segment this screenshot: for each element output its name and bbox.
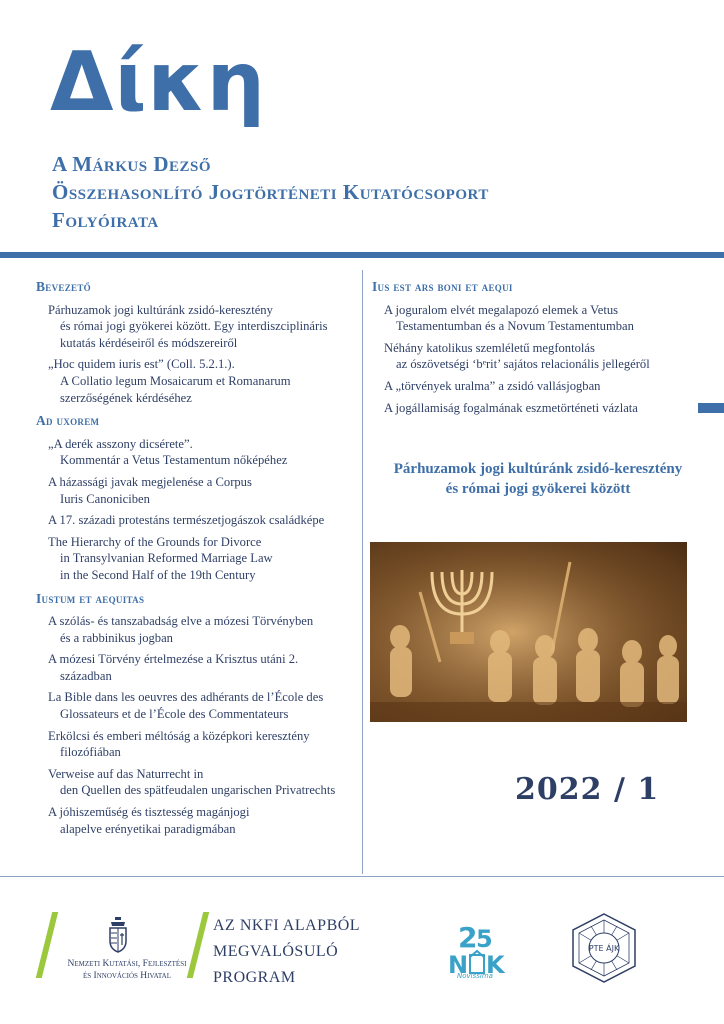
svg-text:K: K <box>486 951 505 979</box>
article-entry <box>384 340 702 373</box>
article-entry <box>48 474 354 507</box>
article-title-line: A „törvények uralma” a zsidó vallásjogban <box>384 378 601 393</box>
issue-number: 2022 / 1 <box>515 772 660 807</box>
article-title-line: és a rabbinikus jogban <box>60 630 173 645</box>
feature-title <box>368 459 708 499</box>
program-line: PROGRAM <box>213 969 296 986</box>
article-entry <box>48 512 354 529</box>
article-title-line: A joguralom elvét megalapozó elemek a Vetus <box>384 302 619 317</box>
article-title-line: században <box>60 668 112 683</box>
article-title-line: in the Second Half of the 19th Century <box>60 567 256 582</box>
program-line: MEGVALÓSULÓ <box>213 943 339 960</box>
contents-section <box>36 413 354 583</box>
article-title-line: Erkölcsi és emberi méltóság a középkori keresztény <box>48 728 310 743</box>
article-entry <box>48 689 354 722</box>
article-title-line: és római jogi gyökerei között. Egy interdiszciplináris <box>60 319 328 334</box>
article-title-line: kutatás kérdéseiről és módszereiről <box>60 335 238 350</box>
article-title-line: „Hoc quidem iuris est” (Coll. 5.2.1.). <box>48 357 235 372</box>
article-title-line: Kommentár a Vetus Testamentum nőképéhez <box>60 453 288 468</box>
article-title-line: in Transylvanian Reformed Marriage Law <box>60 551 273 566</box>
article-title-line: Verweise auf das Naturrecht in <box>48 766 204 781</box>
nkfi-agency-name <box>60 958 194 982</box>
program-statement <box>213 913 360 991</box>
section-title: Bevezető <box>36 279 91 294</box>
journal-subtitle <box>52 150 489 234</box>
article-title-line: Néhány katolikus szemléletű megfontolás <box>384 340 595 355</box>
cover-relief-image <box>370 542 687 722</box>
article-title-line: Párhuzamok jogi kultúránk zsidó-keresztény <box>48 302 273 317</box>
article-title-line: den Quellen des spätfeudalen ungarischen Privatrechts <box>60 783 336 798</box>
article-title-line: A házassági javak megjelenése a Corpus <box>48 474 252 489</box>
nok-subtitle: Novissima <box>457 972 493 980</box>
article-entry <box>48 436 354 469</box>
article-entry <box>48 766 354 799</box>
svg-text:5: 5 <box>476 925 493 953</box>
article-title-line: Iuris Canoniciben <box>60 491 150 506</box>
article-entry <box>48 534 354 584</box>
column-divider <box>362 270 363 874</box>
section-title: Ad uxorem <box>36 413 100 429</box>
article-title-line: A Collatio legum Mosaicarum et Romanarum <box>60 373 291 388</box>
contents-left-column <box>36 279 354 844</box>
pte-ajk-logo <box>567 912 641 984</box>
article-title-line: A mózesi Törvény értelmezése a Krisztus utáni 2. <box>48 652 299 667</box>
contents-section <box>36 591 354 838</box>
article-entry <box>48 651 354 684</box>
contents-section <box>36 279 354 406</box>
article-title-line: szerzőségének kérdéséhez <box>60 390 192 405</box>
article-title-line: A 17. századi protestáns természetjogászok családképe <box>48 513 325 528</box>
article-title-line: A jóhiszeműség és tisztesség magánjogi <box>48 805 250 820</box>
article-title-line: filozófiában <box>60 745 121 760</box>
nkfi-line: és Innovációs Hivatal <box>83 971 171 981</box>
svg-text:2: 2 <box>458 921 478 954</box>
article-title-line: A szólás- és tanszabadság elve a mózesi Törvényben <box>48 614 314 629</box>
article-entry <box>384 400 702 417</box>
article-entry <box>48 356 354 406</box>
top-divider-bar <box>0 252 724 258</box>
article-entry <box>48 302 354 352</box>
green-slash <box>36 912 58 978</box>
article-title-line: „A derék asszony dicsérete”. <box>48 436 193 451</box>
article-title-line: Glossateurs et de l’École des Commentateurs <box>60 707 289 722</box>
journal-logo: Δίκη <box>50 35 267 130</box>
article-title-line: The Hierarchy of the Grounds for Divorce <box>48 534 262 549</box>
hungarian-crest-icon <box>108 917 128 953</box>
article-title-line: alapelve erényetikai paradigmában <box>60 821 236 836</box>
feature-title-line: Párhuzamok jogi kultúránk zsidó-keresztény <box>393 461 683 477</box>
article-entry <box>48 728 354 761</box>
subtitle-line: Összehasonlító Jogtörténeti Kutatócsoport <box>52 180 489 204</box>
nkfi-line: Nemzeti Kutatási, Fejlesztési <box>67 959 187 969</box>
feature-title-line: és római jogi gyökerei között <box>445 481 631 497</box>
article-entry <box>48 613 354 646</box>
article-entry <box>384 302 702 335</box>
contents-section <box>372 279 702 416</box>
pte-ajk-label: PTE ÁJK <box>588 944 620 953</box>
relief-illustration <box>370 542 687 722</box>
svg-text:N: N <box>448 951 469 979</box>
article-entry <box>48 804 354 837</box>
subtitle-line: A Márkus Dezső <box>52 152 212 176</box>
footer-divider <box>0 876 724 877</box>
program-line: AZ NKFI ALAPBÓL <box>213 917 361 934</box>
article-entry <box>384 378 702 395</box>
subtitle-line: Folyóirata <box>52 208 159 232</box>
article-title-line: La Bible dans les oeuvres des adhérants de l’École des <box>48 690 324 705</box>
article-title-line: A jogállamiság fogalmának eszmetörténeti vázlata <box>384 400 638 415</box>
contents-right-column <box>372 279 702 423</box>
article-title-line: Testamentumban és a Novum Testamentumban <box>396 319 634 334</box>
section-title: Iustum et aequitas <box>36 590 145 606</box>
article-title-line: az ószövetségi ‘bᵉrit’ sajátos relacionális jellegéről <box>396 357 650 372</box>
section-title: Ius est ars boni et aequi <box>372 279 513 294</box>
